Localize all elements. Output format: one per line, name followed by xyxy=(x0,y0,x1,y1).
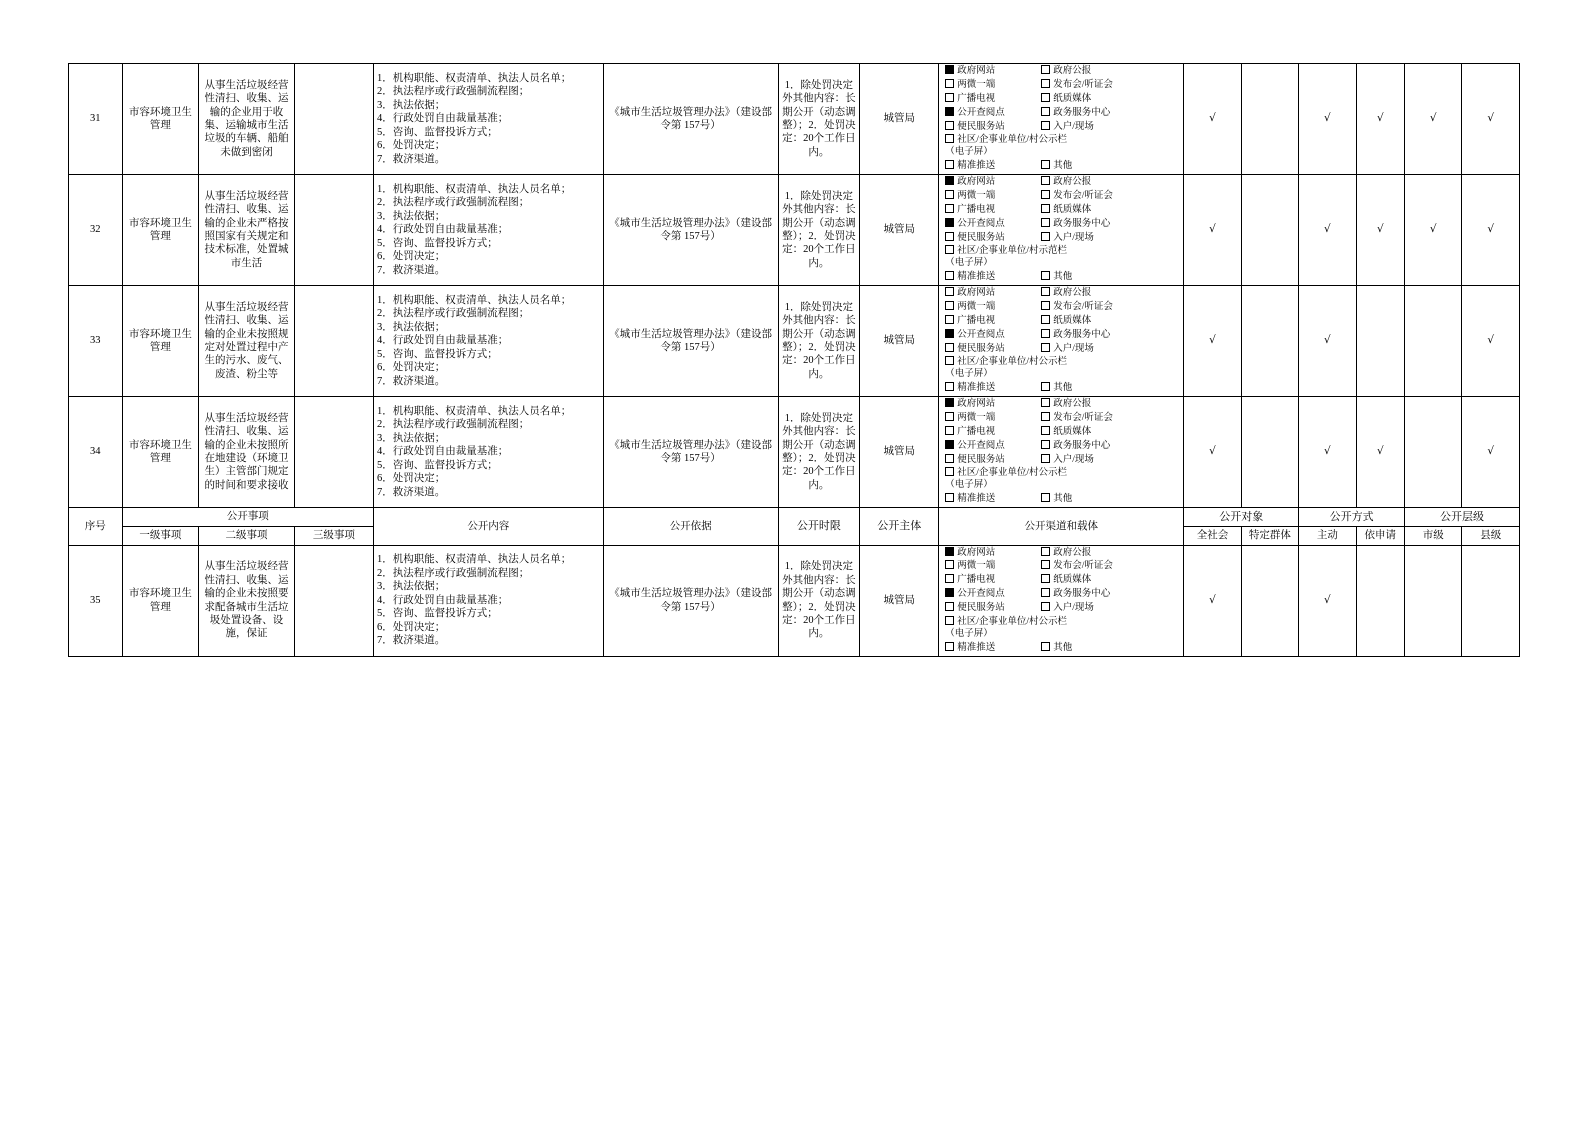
cell-三级事项 xyxy=(294,175,373,286)
cell-全社会: √ xyxy=(1184,397,1241,508)
channel-option-broadcast_tv[interactable]: 广播电视 xyxy=(945,315,1037,328)
channel-checkbox-grid xyxy=(939,546,1183,656)
checkbox-gov_service_center-icon xyxy=(1041,107,1050,116)
channel-option-gov_gazette[interactable]: 政府公报 xyxy=(1041,65,1181,78)
channel-option-community_board[interactable]: 社区/企事业单位/村公示栏 （电子屏） xyxy=(945,357,1068,380)
header-二级事项: 二级事项 xyxy=(199,527,295,545)
header-公开层级: 公开层级 xyxy=(1405,508,1520,527)
header-依申请: 依申请 xyxy=(1356,527,1404,545)
header-三级事项: 三级事项 xyxy=(294,527,373,545)
header-公开方式: 公开方式 xyxy=(1299,508,1405,527)
cell-一级事项: 市容环境卫生管理 xyxy=(122,175,199,286)
checkbox-gov_site-icon xyxy=(945,65,954,74)
channel-option-door_to_door[interactable]: 入户/现场 xyxy=(1041,454,1181,467)
checkbox-precise_push-icon xyxy=(945,271,954,280)
cell-二级事项: 从事生活垃圾经营性清扫、收集、运输的企业未按照要求配备城市生活垃圾处置设备、设 施，保证 xyxy=(199,545,295,656)
cell-一级事项: 市容环境卫生管理 xyxy=(122,545,199,656)
cell-市级: √ xyxy=(1405,64,1462,175)
channel-option-public_reading[interactable]: 公开查阅点 xyxy=(945,329,1037,342)
channel-option-gov_site[interactable]: 政府网站 xyxy=(945,287,1037,300)
channel-option-gov_site[interactable]: 政府网站 xyxy=(945,176,1037,189)
checkbox-public_reading-icon xyxy=(945,107,954,116)
cell-二级事项: 从事生活垃圾经营性清扫、收集、运输的企业用于收集、运输城市生活垃圾的车辆、船舶未做到密闭 xyxy=(199,64,295,175)
checkbox-press_conf-icon xyxy=(1041,190,1050,199)
channel-option-other[interactable]: 其他 xyxy=(1041,642,1181,655)
cell-全社会: √ xyxy=(1184,286,1241,397)
channel-option-paper_media[interactable]: 纸质媒体 xyxy=(1041,93,1181,106)
checkbox-paper_media-icon xyxy=(1041,315,1050,324)
channel-option-precise_push[interactable]: 精准推送 xyxy=(945,160,1037,173)
cell-主动: √ xyxy=(1299,175,1356,286)
checkbox-precise_push-icon xyxy=(945,382,954,391)
channel-option-two_micro[interactable]: 两微一端 xyxy=(945,190,1037,203)
checkbox-paper_media-icon xyxy=(1041,204,1050,213)
channel-option-two_micro[interactable]: 两微一端 xyxy=(945,412,1037,425)
channel-option-two_micro[interactable]: 两微一端 xyxy=(945,560,1037,573)
channel-option-convenience_station[interactable]: 便民服务站 xyxy=(945,343,1037,356)
cell-依申请: √ xyxy=(1356,175,1404,286)
channel-option-paper_media[interactable]: 纸质媒体 xyxy=(1041,574,1181,587)
cell-一级事项: 市容环境卫生管理 xyxy=(122,64,199,175)
checkbox-gov_service_center-icon xyxy=(1041,588,1050,597)
channel-option-public_reading[interactable]: 公开查阅点 xyxy=(945,218,1037,231)
table-row xyxy=(69,64,1520,175)
checkbox-gov_site-icon xyxy=(945,398,954,407)
checkbox-community_board-icon xyxy=(945,245,954,254)
cell-公开依据: 《城市生活垃圾管理办法》（建设部令第 157号） xyxy=(603,397,778,508)
cell-公开依据: 《城市生活垃圾管理办法》（建设部令第 157号） xyxy=(603,545,778,656)
cell-公开内容: 1．机构职能、权责清单、执法人员名单； 2．执法程序或行政强制流程图； 3．执法依据； 4．行政处罚自由裁量基准； 5．咨询、监督投诉方式； 6．处罚决定； 7．救济渠道。 xyxy=(373,286,603,397)
table-row xyxy=(69,175,1520,286)
channel-option-gov_service_center[interactable]: 政务服务中心 xyxy=(1041,588,1181,601)
channel-option-gov_service_center[interactable]: 政务服务中心 xyxy=(1041,329,1181,342)
checkbox-precise_push-icon xyxy=(945,493,954,502)
cell-公开渠道和载体 xyxy=(939,64,1184,175)
checkbox-press_conf-icon xyxy=(1041,301,1050,310)
checkbox-broadcast_tv-icon xyxy=(945,204,954,213)
checkbox-gov_site-icon xyxy=(945,547,954,556)
checkbox-press_conf-icon xyxy=(1041,560,1050,569)
cell-序号: 35 xyxy=(69,545,123,656)
channel-option-broadcast_tv[interactable]: 广播电视 xyxy=(945,93,1037,106)
cell-依申请: √ xyxy=(1356,64,1404,175)
cell-全社会: √ xyxy=(1184,545,1241,656)
channel-option-other[interactable]: 其他 xyxy=(1041,160,1181,173)
cell-县级: √ xyxy=(1462,286,1520,397)
channel-option-other[interactable]: 其他 xyxy=(1041,382,1181,395)
checkbox-gov_gazette-icon xyxy=(1041,176,1050,185)
cell-序号: 33 xyxy=(69,286,123,397)
checkbox-other-icon xyxy=(1041,493,1050,502)
header-公开依据: 公开依据 xyxy=(603,508,778,546)
cell-公开主体: 城管局 xyxy=(860,175,939,286)
checkbox-convenience_station-icon xyxy=(945,232,954,241)
checkbox-public_reading-icon xyxy=(945,588,954,597)
checkbox-convenience_station-icon xyxy=(945,602,954,611)
cell-主动: √ xyxy=(1299,545,1356,656)
checkbox-two_micro-icon xyxy=(945,190,954,199)
header-序号: 序号 xyxy=(69,508,123,546)
cell-依申请 xyxy=(1356,545,1404,656)
cell-公开渠道和载体 xyxy=(939,545,1184,656)
cell-市级 xyxy=(1405,397,1462,508)
channel-option-community_board[interactable]: 社区/企事业单位/村公示栏 （电子屏） xyxy=(945,468,1068,491)
channel-option-broadcast_tv[interactable]: 广播电视 xyxy=(945,426,1037,439)
checkbox-gov_gazette-icon xyxy=(1041,398,1050,407)
header-主动: 主动 xyxy=(1299,527,1356,545)
channel-option-precise_push[interactable]: 精准推送 xyxy=(945,642,1037,655)
channel-option-press_conf[interactable]: 发布会/听证会 xyxy=(1041,412,1181,425)
cell-序号: 31 xyxy=(69,64,123,175)
channel-option-other[interactable]: 其他 xyxy=(1041,493,1181,506)
checkbox-precise_push-icon xyxy=(945,642,954,651)
checkbox-community_board-icon xyxy=(945,134,954,143)
channel-option-gov_service_center[interactable]: 政务服务中心 xyxy=(1041,107,1181,120)
channel-option-gov_site[interactable]: 政府网站 xyxy=(945,65,1037,78)
checkbox-gov_service_center-icon xyxy=(1041,218,1050,227)
cell-主动: √ xyxy=(1299,286,1356,397)
cell-三级事项 xyxy=(294,397,373,508)
checkbox-community_board-icon xyxy=(945,616,954,625)
checkbox-other-icon xyxy=(1041,160,1050,169)
cell-市级 xyxy=(1405,545,1462,656)
cell-公开内容: 1．机构职能、权责清单、执法人员名单； 2．执法程序或行政强制流程图； 3．执法依据； 4．行政处罚自由裁量基准； 5．咨询、监督投诉方式； 6．处罚决定； 7．救济渠道。 xyxy=(373,397,603,508)
channel-option-paper_media[interactable]: 纸质媒体 xyxy=(1041,315,1181,328)
channel-option-two_micro[interactable]: 两微一端 xyxy=(945,301,1037,314)
channel-option-public_reading[interactable]: 公开查阅点 xyxy=(945,588,1037,601)
channel-option-door_to_door[interactable]: 入户/现场 xyxy=(1041,232,1181,245)
cell-特定群体 xyxy=(1241,286,1298,397)
cell-县级: √ xyxy=(1462,64,1520,175)
cell-公开主体: 城管局 xyxy=(860,545,939,656)
checkbox-two_micro-icon xyxy=(945,560,954,569)
cell-公开时限: 1．除处罚决定外其他内容：长期公开（动态调整）；2．处罚决定：20个工作日内。 xyxy=(778,397,860,508)
channel-option-paper_media[interactable]: 纸质媒体 xyxy=(1041,204,1181,217)
channel-option-press_conf[interactable]: 发布会/听证会 xyxy=(1041,190,1181,203)
channel-checkbox-grid xyxy=(939,64,1183,174)
channel-option-gov_gazette[interactable]: 政府公报 xyxy=(1041,287,1181,300)
cell-公开主体: 城管局 xyxy=(860,397,939,508)
checkbox-public_reading-icon xyxy=(945,329,954,338)
cell-公开依据: 《城市生活垃圾管理办法》（建设部令第 157号） xyxy=(603,64,778,175)
table-row xyxy=(69,545,1520,656)
channel-option-two_micro[interactable]: 两微一端 xyxy=(945,79,1037,92)
channel-option-paper_media[interactable]: 纸质媒体 xyxy=(1041,426,1181,439)
cell-公开内容: 1．机构职能、权责清单、执法人员名单； 2．执法程序或行政强制流程图； 3．执法依据； 4．行政处罚自由裁量基准； 5．咨询、监督投诉方式； 6．处罚决定； 7．救济渠道。 xyxy=(373,175,603,286)
cell-公开渠道和载体 xyxy=(939,175,1184,286)
checkbox-gov_gazette-icon xyxy=(1041,65,1050,74)
cell-三级事项 xyxy=(294,286,373,397)
checkbox-convenience_station-icon xyxy=(945,454,954,463)
cell-公开主体: 城管局 xyxy=(860,286,939,397)
checkbox-door_to_door-icon xyxy=(1041,343,1050,352)
header-县级: 县级 xyxy=(1462,527,1520,545)
channel-checkbox-grid xyxy=(939,397,1183,507)
cell-三级事项 xyxy=(294,545,373,656)
channel-option-public_reading[interactable]: 公开查阅点 xyxy=(945,440,1037,453)
cell-三级事项 xyxy=(294,64,373,175)
public-disclosure-table xyxy=(68,63,1520,657)
checkbox-gov_service_center-icon xyxy=(1041,440,1050,449)
cell-公开时限: 1．除处罚决定外其他内容：长期公开（动态调整）；2．处罚决定：20个工作日内。 xyxy=(778,175,860,286)
channel-option-broadcast_tv[interactable]: 广播电视 xyxy=(945,574,1037,587)
table-row xyxy=(69,286,1520,397)
channel-option-community_board[interactable]: 社区/企事业单位/村公示栏 （电子屏） xyxy=(945,616,1068,639)
cell-一级事项: 市容环境卫生管理 xyxy=(122,397,199,508)
checkbox-public_reading-icon xyxy=(945,218,954,227)
cell-依申请: √ xyxy=(1356,397,1404,508)
cell-公开依据: 《城市生活垃圾管理办法》（建设部令第 157号） xyxy=(603,175,778,286)
checkbox-press_conf-icon xyxy=(1041,79,1050,88)
channel-option-gov_site[interactable]: 政府网站 xyxy=(945,547,1037,560)
cell-特定群体 xyxy=(1241,64,1298,175)
channel-option-press_conf[interactable]: 发布会/听证会 xyxy=(1041,301,1181,314)
checkbox-press_conf-icon xyxy=(1041,412,1050,421)
channel-option-broadcast_tv[interactable]: 广播电视 xyxy=(945,204,1037,217)
cell-市级 xyxy=(1405,286,1462,397)
cell-特定群体 xyxy=(1241,545,1298,656)
checkbox-other-icon xyxy=(1041,382,1050,391)
channel-option-gov_service_center[interactable]: 政务服务中心 xyxy=(1041,218,1181,231)
cell-公开主体: 城管局 xyxy=(860,64,939,175)
checkbox-other-icon xyxy=(1041,642,1050,651)
checkbox-convenience_station-icon xyxy=(945,121,954,130)
checkbox-door_to_door-icon xyxy=(1041,232,1050,241)
checkbox-other-icon xyxy=(1041,271,1050,280)
cell-公开渠道和载体 xyxy=(939,286,1184,397)
cell-公开渠道和载体 xyxy=(939,397,1184,508)
header-公开对象: 公开对象 xyxy=(1184,508,1299,527)
table-header-row-1 xyxy=(69,508,1520,527)
table-row xyxy=(69,397,1520,508)
header-公开时限: 公开时限 xyxy=(778,508,860,546)
channel-option-precise_push[interactable]: 精准推送 xyxy=(945,382,1037,395)
channel-checkbox-grid xyxy=(939,175,1183,285)
channel-option-gov_site[interactable]: 政府网站 xyxy=(945,398,1037,411)
channel-option-community_board[interactable]: 社区/企事业单位/村示范栏 （电子屏） xyxy=(945,246,1068,269)
cell-二级事项: 从事生活垃圾经营性清扫、收集、运输的企业未按照规定对处置过程中产生的污水、废气、废渣、粉尘等 xyxy=(199,286,295,397)
checkbox-broadcast_tv-icon xyxy=(945,426,954,435)
cell-主动: √ xyxy=(1299,64,1356,175)
channel-option-precise_push[interactable]: 精准推送 xyxy=(945,493,1037,506)
header-一级事项: 一级事项 xyxy=(122,527,199,545)
header-公开事项: 公开事项 xyxy=(122,508,373,527)
cell-依申请 xyxy=(1356,286,1404,397)
checkbox-community_board-icon xyxy=(945,356,954,365)
checkbox-two_micro-icon xyxy=(945,412,954,421)
channel-option-other[interactable]: 其他 xyxy=(1041,271,1181,284)
checkbox-community_board-icon xyxy=(945,467,954,476)
channel-option-community_board[interactable]: 社区/企事业单位/村公示栏 （电子屏） xyxy=(945,135,1068,158)
header-市级: 市级 xyxy=(1405,527,1462,545)
checkbox-two_micro-icon xyxy=(945,79,954,88)
cell-一级事项: 市容环境卫生管理 xyxy=(122,286,199,397)
cell-县级: √ xyxy=(1462,175,1520,286)
checkbox-precise_push-icon xyxy=(945,160,954,169)
channel-checkbox-grid xyxy=(939,286,1183,396)
cell-公开时限: 1．除处罚决定外其他内容：长期公开（动态调整）；2．处罚决定：20个工作日内。 xyxy=(778,64,860,175)
channel-option-door_to_door[interactable]: 入户/现场 xyxy=(1041,121,1181,134)
cell-公开时限: 1．除处罚决定外其他内容：长期公开（动态调整）；2．处罚决定：20个工作日内。 xyxy=(778,545,860,656)
header-公开内容: 公开内容 xyxy=(373,508,603,546)
checkbox-paper_media-icon xyxy=(1041,574,1050,583)
cell-特定群体 xyxy=(1241,397,1298,508)
checkbox-paper_media-icon xyxy=(1041,93,1050,102)
cell-县级 xyxy=(1462,545,1520,656)
cell-公开内容: 1．机构职能、权责清单、执法人员名单； 2．执法程序或行政强制流程图； 3．执法依据； 4．行政处罚自由裁量基准； 5．咨询、监督投诉方式； 6．处罚决定； 7．救济渠道。 xyxy=(373,545,603,656)
checkbox-broadcast_tv-icon xyxy=(945,315,954,324)
channel-option-gov_service_center[interactable]: 政务服务中心 xyxy=(1041,440,1181,453)
checkbox-two_micro-icon xyxy=(945,301,954,310)
cell-序号: 32 xyxy=(69,175,123,286)
checkbox-broadcast_tv-icon xyxy=(945,93,954,102)
cell-序号: 34 xyxy=(69,397,123,508)
checkbox-gov_gazette-icon xyxy=(1041,547,1050,556)
checkbox-gov_gazette-icon xyxy=(1041,287,1050,296)
cell-县级: √ xyxy=(1462,397,1520,508)
channel-option-press_conf[interactable]: 发布会/听证会 xyxy=(1041,79,1181,92)
header-公开渠道和载体: 公开渠道和载体 xyxy=(939,508,1184,546)
checkbox-gov_site-icon xyxy=(945,287,954,296)
checkbox-door_to_door-icon xyxy=(1041,121,1050,130)
cell-主动: √ xyxy=(1299,397,1356,508)
cell-二级事项: 从事生活垃圾经营性清扫、收集、运输的企业未按照所在地建设（环境卫生）主管部门规定的时间和要求接收 xyxy=(199,397,295,508)
channel-option-press_conf[interactable]: 发布会/听证会 xyxy=(1041,560,1181,573)
channel-option-gov_gazette[interactable]: 政府公报 xyxy=(1041,176,1181,189)
checkbox-broadcast_tv-icon xyxy=(945,574,954,583)
checkbox-public_reading-icon xyxy=(945,440,954,449)
cell-特定群体 xyxy=(1241,175,1298,286)
cell-二级事项: 从事生活垃圾经营性清扫、收集、运输的企业未严格按照国家有关规定和技术标准，处置城市生活 xyxy=(199,175,295,286)
channel-option-precise_push[interactable]: 精准推送 xyxy=(945,271,1037,284)
checkbox-door_to_door-icon xyxy=(1041,454,1050,463)
channel-option-convenience_station[interactable]: 便民服务站 xyxy=(945,121,1037,134)
cell-全社会: √ xyxy=(1184,175,1241,286)
channel-option-door_to_door[interactable]: 入户/现场 xyxy=(1041,602,1181,615)
cell-公开依据: 《城市生活垃圾管理办法》（建设部令第 157号） xyxy=(603,286,778,397)
checkbox-paper_media-icon xyxy=(1041,426,1050,435)
channel-option-convenience_station[interactable]: 便民服务站 xyxy=(945,232,1037,245)
header-公开主体: 公开主体 xyxy=(860,508,939,546)
checkbox-door_to_door-icon xyxy=(1041,602,1050,611)
header-特定群体: 特定群体 xyxy=(1241,527,1298,545)
checkbox-gov_site-icon xyxy=(945,176,954,185)
cell-市级: √ xyxy=(1405,175,1462,286)
channel-option-door_to_door[interactable]: 入户/现场 xyxy=(1041,343,1181,356)
channel-option-public_reading[interactable]: 公开查阅点 xyxy=(945,107,1037,120)
channel-option-gov_gazette[interactable]: 政府公报 xyxy=(1041,398,1181,411)
cell-公开内容: 1．机构职能、权责清单、执法人员名单； 2．执法程序或行政强制流程图； 3．执法依据； 4．行政处罚自由裁量基准； 5．咨询、监督投诉方式； 6．处罚决定； 7．救济渠道。 xyxy=(373,64,603,175)
checkbox-convenience_station-icon xyxy=(945,343,954,352)
cell-全社会: √ xyxy=(1184,64,1241,175)
cell-公开时限: 1．除处罚决定外其他内容：长期公开（动态调整）；2．处罚决定：20个工作日内。 xyxy=(778,286,860,397)
header-全社会: 全社会 xyxy=(1184,527,1241,545)
checkbox-gov_service_center-icon xyxy=(1041,329,1050,338)
channel-option-convenience_station[interactable]: 便民服务站 xyxy=(945,602,1037,615)
channel-option-convenience_station[interactable]: 便民服务站 xyxy=(945,454,1037,467)
channel-option-gov_gazette[interactable]: 政府公报 xyxy=(1041,547,1181,560)
